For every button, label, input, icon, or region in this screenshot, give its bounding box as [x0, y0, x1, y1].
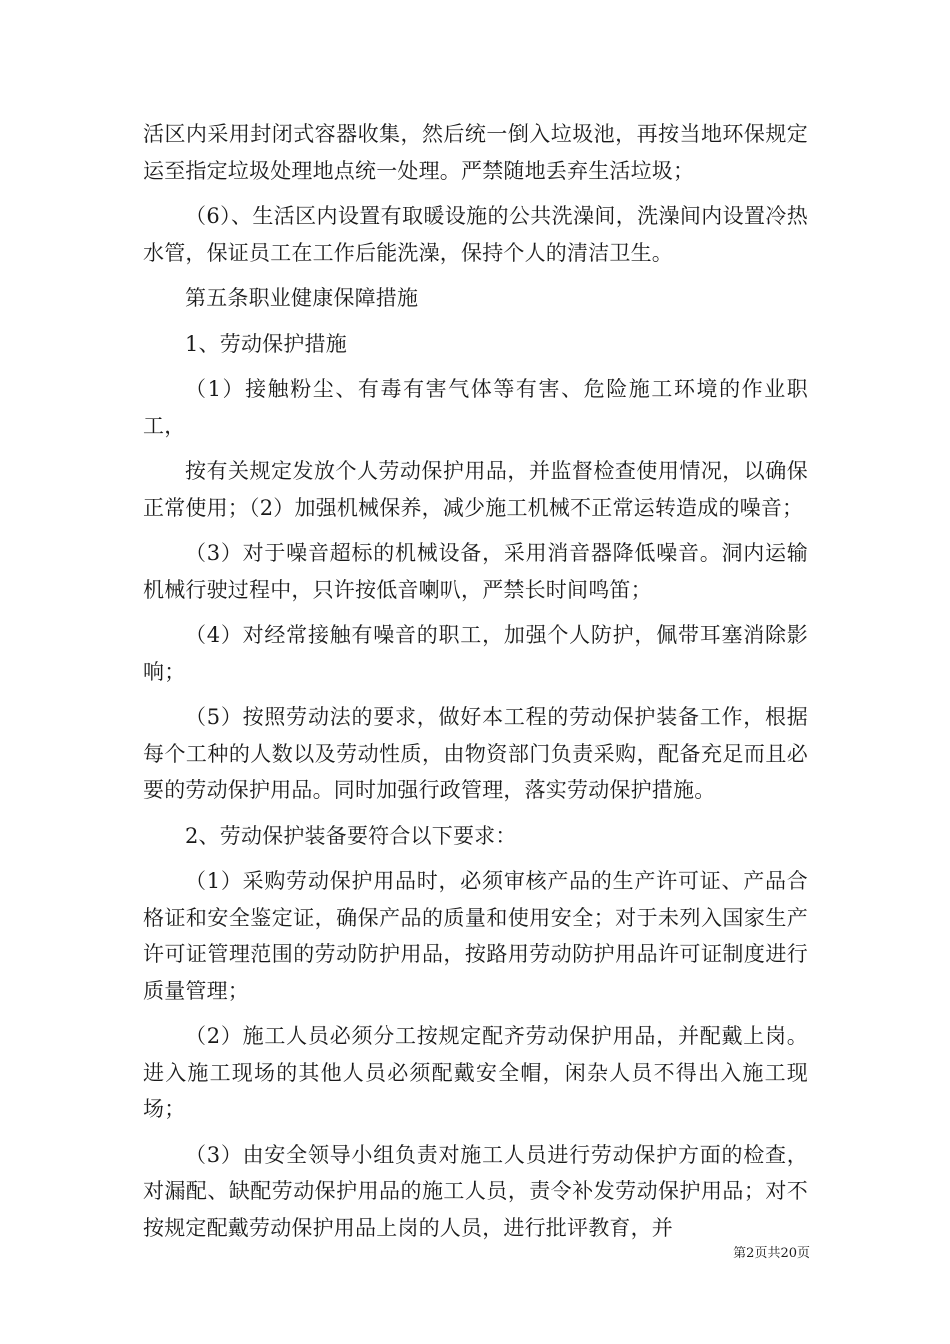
subheading-equipment-requirements: 2、劳动保护装备要符合以下要求： [185, 823, 517, 848]
paragraph-req-1-procurement: （1）采购劳动保护用品时，必须审核产品的生产许可证、产品合格证和安全鉴定证，确保产品的质量和使用安全；对于未列入国家生产许可证管理范围的劳动防护用品，按路用劳动防护用品许可证制度进行质量管理； [143, 869, 808, 1003]
subheading-labor-protection: 1、劳动保护措施 [185, 331, 347, 356]
page-body [143, 116, 808, 1246]
page-number-footer: 第2页共20页 [733, 1246, 810, 1261]
paragraph-protective-gear: 按有关规定发放个人劳动保护用品，并监督检查使用情况，以确保正常使用；（2）加强机械保养，减少施工机械不正常运转造成的噪音； [143, 459, 808, 520]
paragraph-waste-collection: 活区内采用封闭式容器收集，然后统一倒入垃圾池，再按当地环保规定运至指定垃圾处理地点统一处理。严禁随地丢弃生活垃圾； [143, 122, 808, 183]
paragraph-item-1: （1）接触粉尘、有毒有害气体等有害、危险施工环境的作业职工， [143, 377, 808, 438]
paragraph-item-5-labor-law: （5）按照劳动法的要求，做好本工程的劳动保护装备工作，根据每个工种的人数以及劳动性质，由物资部门负责采购，配备充足而且必要的劳动保护用品。同时加强行政管理，落实劳动保护措施。 [143, 705, 808, 802]
paragraph-bathhouse: （6）、生活区内设置有取暖设施的公共洗澡间，洗澡间内设置冷热水管，保证员工在工作后能洗澡，保持个人的清洁卫生。 [143, 204, 808, 265]
paragraph-req-3-inspection: （3）由安全领导小组负责对施工人员进行劳动保护方面的检查，对漏配、缺配劳动保护用品的施工人员，责令补发劳动保护用品；对不按规定配戴劳动保护用品上岗的人员，进行批评教育，并 [143, 1142, 808, 1240]
paragraph-req-2-wearing: （2）施工人员必须分工按规定配齐劳动保护用品，并配戴上岗。进入施工现场的其他人员必须配戴安全帽，闲杂人员不得出入施工现场； [143, 1024, 808, 1121]
section-heading-article-5: 第五条职业健康保障措施 [185, 286, 419, 310]
paragraph-item-3-noise: （3）对于噪音超标的机械设备，采用消音器降低噪音。洞内运输机械行驶过程中，只许按低音喇叭，严禁长时间鸣笛； [143, 541, 808, 602]
paragraph-item-4-earplugs: （4）对经常接触有噪音的职工，加强个人防护，佩带耳塞消除影响； [143, 623, 808, 684]
